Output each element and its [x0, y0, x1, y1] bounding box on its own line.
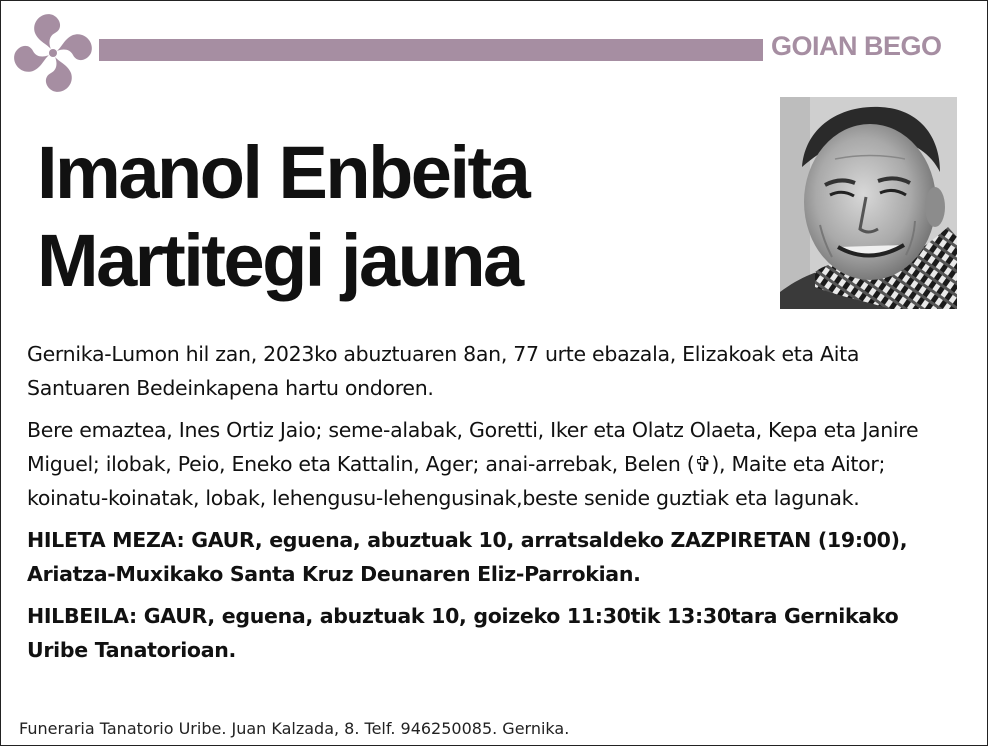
header-label: GOIAN BEGO: [771, 31, 942, 61]
wake-info: HILBEILA: GAUR, eguena, abuztuak 10, goizeko 11:30tik 13:30tara Gernikako Uribe Tanatorioan.: [27, 604, 899, 662]
death-announcement: Gernika-Lumon hil zan, 2023ko abuztuaren 8an, 77 urte ebazala, Elizakoak eta Aita Santuaren Bedeinkapena hartu ondoren.: [27, 342, 860, 400]
header-rule: [99, 39, 763, 61]
funeral-home-footer: Funeraria Tanatorio Uribe. Juan Kalzada, 8. Telf. 946250085. Gernika.: [19, 719, 570, 738]
name-line-2: Martitegi jauna: [37, 219, 522, 302]
cross-icon: ✞: [694, 452, 712, 476]
lauburu-icon: [9, 9, 97, 97]
deceased-name: [37, 129, 737, 305]
family-list: [27, 413, 957, 515]
funeral-mass-info: HILETA MEZA: GAUR, eguena, abuztuak 10, arratsaldeko ZAZPIRETAN (19:00), Ariatza-Muxikako Santa Kruz Deunaren Eliz-Parrokian.: [27, 528, 908, 586]
family-list-part-2: ), Maite eta Aitor; koinatu-koinatak, lobak, lehengusu-lehengusinak,beste senide guztiak eta lagunak.: [27, 452, 886, 510]
portrait-photo: [780, 97, 957, 309]
name-line-1: Imanol Enbeita: [37, 131, 529, 214]
family-list-part-1: Bere emaztea, Ines Ortiz Jaio; seme-alabak, Goretti, Iker eta Olatz Olaeta, Kepa eta Janire Miguel; ilobak, Peio, Eneko eta Kattalin, Ager; anai-arrebak, Belen (: [27, 418, 919, 476]
obituary-body: [27, 337, 957, 675]
